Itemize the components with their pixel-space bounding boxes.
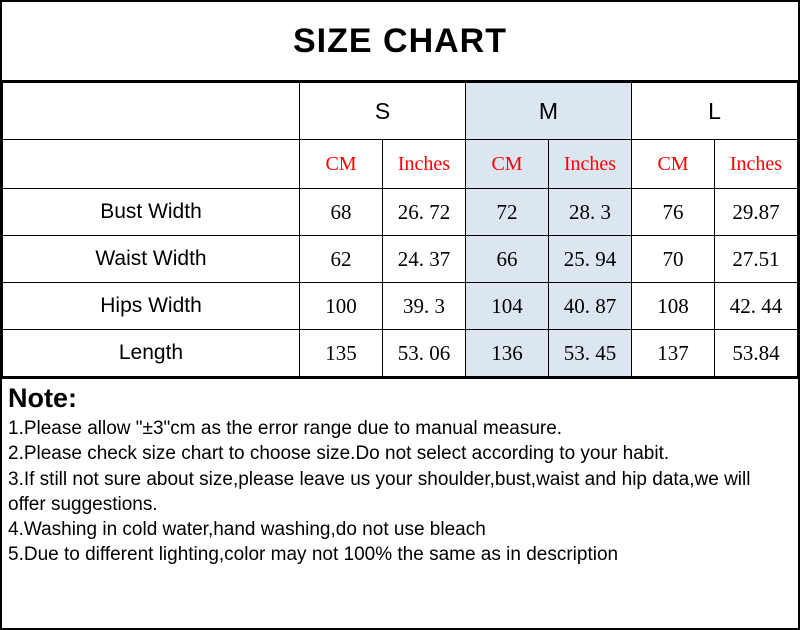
cell-hips-m-inches: 40. 87 — [549, 283, 632, 330]
cell-hips-m-cm: 104 — [466, 283, 549, 330]
cell-length-l-cm: 137 — [632, 330, 715, 377]
note-line-1: 1.Please allow "±3"cm as the error range due to manual measure. — [8, 418, 563, 440]
table-header-row — [3, 83, 798, 140]
row-label-hips-width: Hips Width — [3, 283, 300, 330]
size-header-m: M — [466, 83, 632, 140]
size-chart-table — [2, 82, 798, 377]
note-section — [2, 377, 798, 628]
cell-waist-m-cm: 66 — [466, 236, 549, 283]
size-header-l: L — [632, 83, 798, 140]
cell-hips-s-cm: 100 — [300, 283, 383, 330]
table-row — [3, 330, 798, 377]
unit-l-cm: CM — [632, 140, 715, 189]
row-label-length: Length — [3, 330, 300, 377]
unit-s-cm: CM — [300, 140, 383, 189]
row-label-bust-width: Bust Width — [3, 189, 300, 236]
note-line-5: 5.Due to different lighting,color may not 100% the same as in description — [8, 544, 619, 566]
unit-s-inches: Inches — [383, 140, 466, 189]
cell-bust-s-cm: 68 — [300, 189, 383, 236]
page-title: SIZE CHART — [293, 21, 507, 60]
cell-bust-m-inches: 28. 3 — [549, 189, 632, 236]
table-unit-row — [3, 140, 798, 189]
cell-bust-m-cm: 72 — [466, 189, 549, 236]
cell-length-s-inches: 53. 06 — [383, 330, 466, 377]
unit-corner-cell — [3, 140, 300, 189]
cell-waist-s-inches: 24. 37 — [383, 236, 466, 283]
cell-hips-l-inches: 42. 44 — [715, 283, 798, 330]
cell-length-m-inches: 53. 45 — [549, 330, 632, 377]
cell-length-m-cm: 136 — [466, 330, 549, 377]
cell-length-l-inches: 53.84 — [715, 330, 798, 377]
cell-length-s-cm: 135 — [300, 330, 383, 377]
unit-l-inches: Inches — [715, 140, 798, 189]
note-line-3: 3.If still not sure about size,please leave us your shoulder,bust,waist and hip data,we will offer suggestions. — [8, 468, 751, 515]
unit-m-inches: Inches — [549, 140, 632, 189]
note-line-2: 2.Please check size chart to choose size.Do not select according to your habit. — [8, 443, 670, 465]
cell-bust-s-inches: 26. 72 — [383, 189, 466, 236]
row-label-waist-width: Waist Width — [3, 236, 300, 283]
table-row — [3, 236, 798, 283]
note-heading: Note: — [8, 383, 77, 413]
cell-waist-s-cm: 62 — [300, 236, 383, 283]
cell-waist-m-inches: 25. 94 — [549, 236, 632, 283]
cell-hips-l-cm: 108 — [632, 283, 715, 330]
note-line-4: 4.Washing in cold water,hand washing,do not use bleach — [8, 519, 486, 541]
cell-hips-s-inches: 39. 3 — [383, 283, 466, 330]
unit-m-cm: CM — [466, 140, 549, 189]
cell-waist-l-cm: 70 — [632, 236, 715, 283]
cell-waist-l-inches: 27.51 — [715, 236, 798, 283]
cell-bust-l-cm: 76 — [632, 189, 715, 236]
size-header-s: S — [300, 83, 466, 140]
table-row — [3, 189, 798, 236]
table-row — [3, 283, 798, 330]
title-bar — [2, 2, 798, 82]
cell-bust-l-inches: 29.87 — [715, 189, 798, 236]
header-corner-cell — [3, 83, 300, 140]
